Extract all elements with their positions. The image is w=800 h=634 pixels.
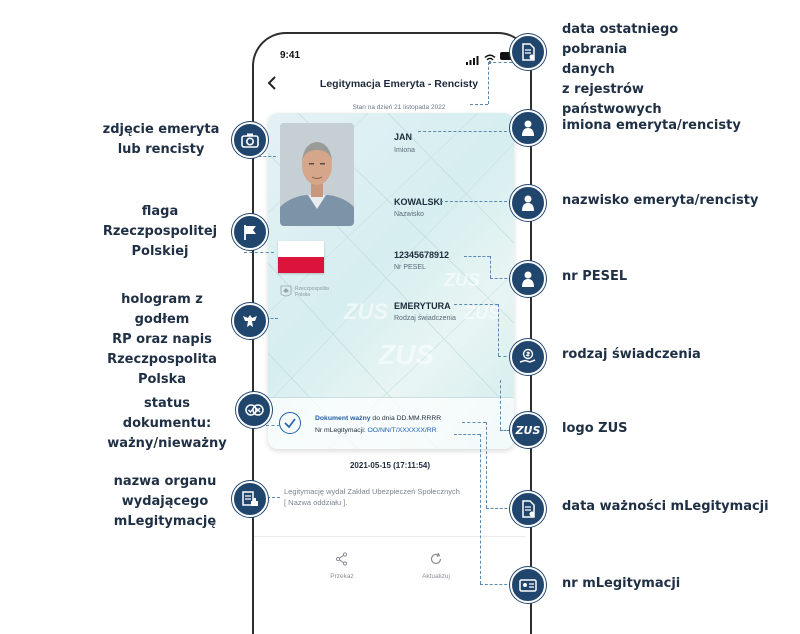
label-flag-2: Rzeczpospolitej [102,224,218,239]
connector-logo-h [500,430,510,431]
connector-number-v [480,434,481,584]
first-name-value: JAN [394,132,413,142]
label-first-name: imiona emeryta/rencisty [562,118,741,133]
label-download-1: data ostatniego [562,22,679,37]
label-issuer-2: wydającego [121,494,209,509]
pesel-value: 12345678912 [394,250,450,260]
label-download [562,20,682,120]
zus-watermark-2: ZUS [378,339,434,370]
document-check-icon [510,491,546,527]
label-benefit: rodzaj świadczenia [562,347,701,362]
connector-pesel-v [490,256,491,278]
back-arrow-icon[interactable] [266,76,278,95]
id-card [268,113,514,449]
eagle-icon [232,303,268,339]
polish-flag [278,241,324,273]
id-badge-icon [510,567,546,603]
label-hologram-1: hologram z godłem [121,292,203,327]
zus-logo-text: ZUS [515,423,541,437]
label-status-2: ważny/nieważny [107,436,227,451]
connector-download-h2 [488,62,512,63]
last-name-value: KOWALSKI [394,197,443,207]
label-flag [100,202,220,262]
mleg-value: OO/NN/T/XXXXXX/RR [367,427,437,434]
label-download-2: pobrania danych [562,42,628,77]
document-stamp-icon [232,481,268,517]
label-status [102,394,232,454]
label-logo: logo ZUS [562,421,628,436]
connector-benefit-h [454,304,498,305]
connector-download-v [488,62,489,104]
share-button[interactable] [320,552,364,580]
status-time: 9:41 [280,50,301,61]
status-area [268,397,514,449]
connector-benefit-v [498,304,499,356]
benefit-label: Rodzaj świadczenia [394,315,456,322]
check-cross-icon [236,392,272,428]
label-flag-3: Polskiej [131,244,189,259]
label-issuer [110,472,220,532]
download-timestamp: 2021-05-15 (17:11:54) [349,461,431,470]
connector-pesel-h2 [490,278,512,279]
connector-firstname [418,131,512,132]
person-icon-2 [510,185,546,221]
pesel-label: Nr PESEL [394,264,426,271]
label-download-4: państwowych [562,102,662,117]
person-icon-3 [510,261,546,297]
refresh-label: Aktualizuj [422,573,450,580]
connector-validity-h [462,422,486,423]
refresh-button[interactable] [414,552,458,580]
refresh-icon [429,552,443,566]
zus-logo-icon [510,412,546,448]
status-check-icon [279,412,301,434]
label-hologram [92,290,232,390]
eagle-emblem-icon [280,285,292,304]
camera-icon [232,122,268,158]
wifi-icon [484,51,496,69]
label-number: nr mLegitymacji [562,576,681,591]
benefit-value: EMERYTURA [394,301,451,311]
label-issuer-3: mLegitymację [113,514,217,529]
label-last-name: nazwisko emeryta/rencisty [562,193,759,208]
screen-title: Legitymacja Emeryta - Rencisty [319,78,479,90]
label-download-3: z rejestrów [562,82,644,97]
label-photo-1: zdjęcie emeryta [102,122,220,137]
issuer-line-2: [ Nazwa oddziału ]. [284,498,348,507]
connector-validity-v [486,422,487,508]
connector-download-h [470,104,488,105]
status-line [315,415,441,422]
flag-icon [232,214,268,250]
connector-lastname [440,201,512,202]
share-icon [335,552,349,566]
document-download-icon [510,34,546,70]
label-issuer-1: nazwa organu [113,474,217,489]
label-flag-1: flaga [141,204,179,219]
connector-number-h2 [480,584,512,585]
label-photo [96,120,226,160]
connector-flag [244,252,274,253]
seal-text: Rzeczpospolita Polska [295,286,329,298]
person-icon [510,110,546,146]
last-name-label: Nazwisko [394,211,424,218]
connector-logo-v [500,380,501,430]
mleg-line [315,427,437,434]
zus-watermark-3: ZUS [444,270,480,290]
label-hologram-2: RP oraz napis [112,332,212,347]
holder-photo [280,123,354,226]
first-name-label: Imiona [394,147,416,154]
status-valid-until: do dnia DD.MM.RRRR [372,415,442,422]
bottom-nav-divider [254,536,526,537]
connector-number-h [454,434,480,435]
as-of-date: Stan na dzień 21 listopada 2022 [352,104,446,111]
connector-status [266,425,280,426]
mleg-label: Nr mLegitymacji: [315,427,366,434]
label-status-1: status dokumentu: [122,396,212,431]
zus-watermark: ZUS [344,299,388,324]
label-validity: data ważności mLegitymacji [562,499,769,514]
signal-icon [466,52,480,70]
label-hologram-3: Rzeczpospolita Polska [107,352,217,387]
money-hand-icon [510,339,546,375]
issuer-line-1: Legitymację wydał Zakład Ubezpieczeń Społecznych [284,487,460,496]
label-pesel: nr PESEL [562,269,628,284]
zus-watermark-4: ZUS [464,303,500,323]
label-photo-2: lub rencisty [117,142,205,157]
status-valid: Dokument ważny [315,415,371,422]
connector-validity-h2 [486,508,512,509]
connector-pesel-h [464,256,490,257]
share-label: Przekaż [330,573,354,580]
